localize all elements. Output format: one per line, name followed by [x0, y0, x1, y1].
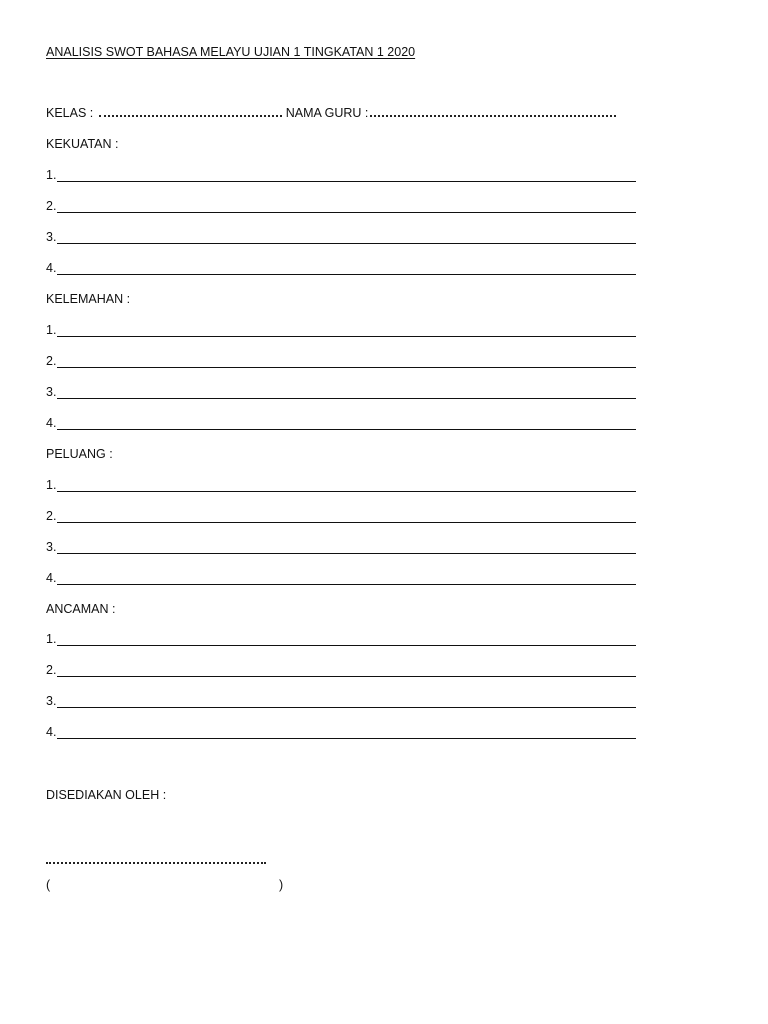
- name-paren-open: (: [46, 878, 51, 892]
- kelemahan-line-2[interactable]: [46, 353, 636, 369]
- nama-guru-field[interactable]: [370, 105, 616, 117]
- line-number: 4.: [46, 571, 57, 585]
- line-number: 1.: [46, 168, 57, 182]
- answer-line[interactable]: [57, 664, 636, 677]
- name-paren-close: ): [279, 878, 284, 892]
- section-label-ancaman: ANCAMAN :: [46, 602, 116, 616]
- peluang-line-2[interactable]: [46, 508, 636, 524]
- line-number: 3.: [46, 540, 57, 554]
- kekuatan-line-1[interactable]: [46, 167, 636, 183]
- line-number: 3.: [46, 230, 57, 244]
- kelemahan-line-1[interactable]: [46, 322, 636, 338]
- section-label-peluang: PELUANG :: [46, 447, 113, 461]
- ancaman-line-1[interactable]: [46, 631, 636, 647]
- answer-line[interactable]: [57, 726, 636, 739]
- kekuatan-line-2[interactable]: [46, 198, 636, 214]
- ancaman-line-3[interactable]: [46, 693, 636, 709]
- answer-line[interactable]: [57, 200, 636, 213]
- answer-line[interactable]: [57, 572, 636, 585]
- kelas-label: KELAS :: [46, 106, 94, 120]
- signature-line[interactable]: [46, 854, 266, 864]
- kelemahan-line-3[interactable]: [46, 384, 636, 400]
- line-number: 1.: [46, 478, 57, 492]
- nama-guru-label: NAMA GURU :: [285, 106, 369, 120]
- line-number: 3.: [46, 694, 57, 708]
- answer-line[interactable]: [57, 541, 636, 554]
- peluang-line-4[interactable]: [46, 570, 636, 586]
- ancaman-line-2[interactable]: [46, 662, 636, 678]
- line-number: 2.: [46, 199, 57, 213]
- answer-line[interactable]: [57, 262, 636, 275]
- answer-line[interactable]: [57, 633, 636, 646]
- answer-line[interactable]: [57, 417, 636, 430]
- section-label-kelemahan: KELEMAHAN :: [46, 292, 131, 306]
- line-number: 2.: [46, 354, 57, 368]
- answer-line[interactable]: [57, 386, 636, 399]
- answer-line[interactable]: [57, 510, 636, 523]
- peluang-line-1[interactable]: [46, 477, 636, 493]
- line-number: 4.: [46, 261, 57, 275]
- line-number: 4.: [46, 725, 57, 739]
- answer-line[interactable]: [57, 355, 636, 368]
- kekuatan-line-4[interactable]: [46, 260, 636, 276]
- line-number: 1.: [46, 323, 57, 337]
- line-number: 1.: [46, 632, 57, 646]
- section-label-kekuatan: KEKUATAN :: [46, 137, 119, 151]
- line-number: 3.: [46, 385, 57, 399]
- answer-line[interactable]: [57, 695, 636, 708]
- kekuatan-line-3[interactable]: [46, 229, 636, 245]
- kelemahan-line-4[interactable]: [46, 415, 636, 431]
- answer-line[interactable]: [57, 169, 636, 182]
- peluang-line-3[interactable]: [46, 539, 636, 555]
- document-title: ANALISIS SWOT BAHASA MELAYU UJIAN 1 TINGKATAN 1 2020: [46, 45, 416, 59]
- line-number: 4.: [46, 416, 57, 430]
- ancaman-line-4[interactable]: [46, 724, 636, 740]
- prepared-by-label: DISEDIAKAN OLEH :: [46, 788, 167, 802]
- answer-line[interactable]: [57, 231, 636, 244]
- line-number: 2.: [46, 663, 57, 677]
- kelas-field[interactable]: [99, 105, 282, 117]
- line-number: 2.: [46, 509, 57, 523]
- kelas-guru-row: [46, 105, 616, 121]
- answer-line[interactable]: [57, 479, 636, 492]
- answer-line[interactable]: [57, 324, 636, 337]
